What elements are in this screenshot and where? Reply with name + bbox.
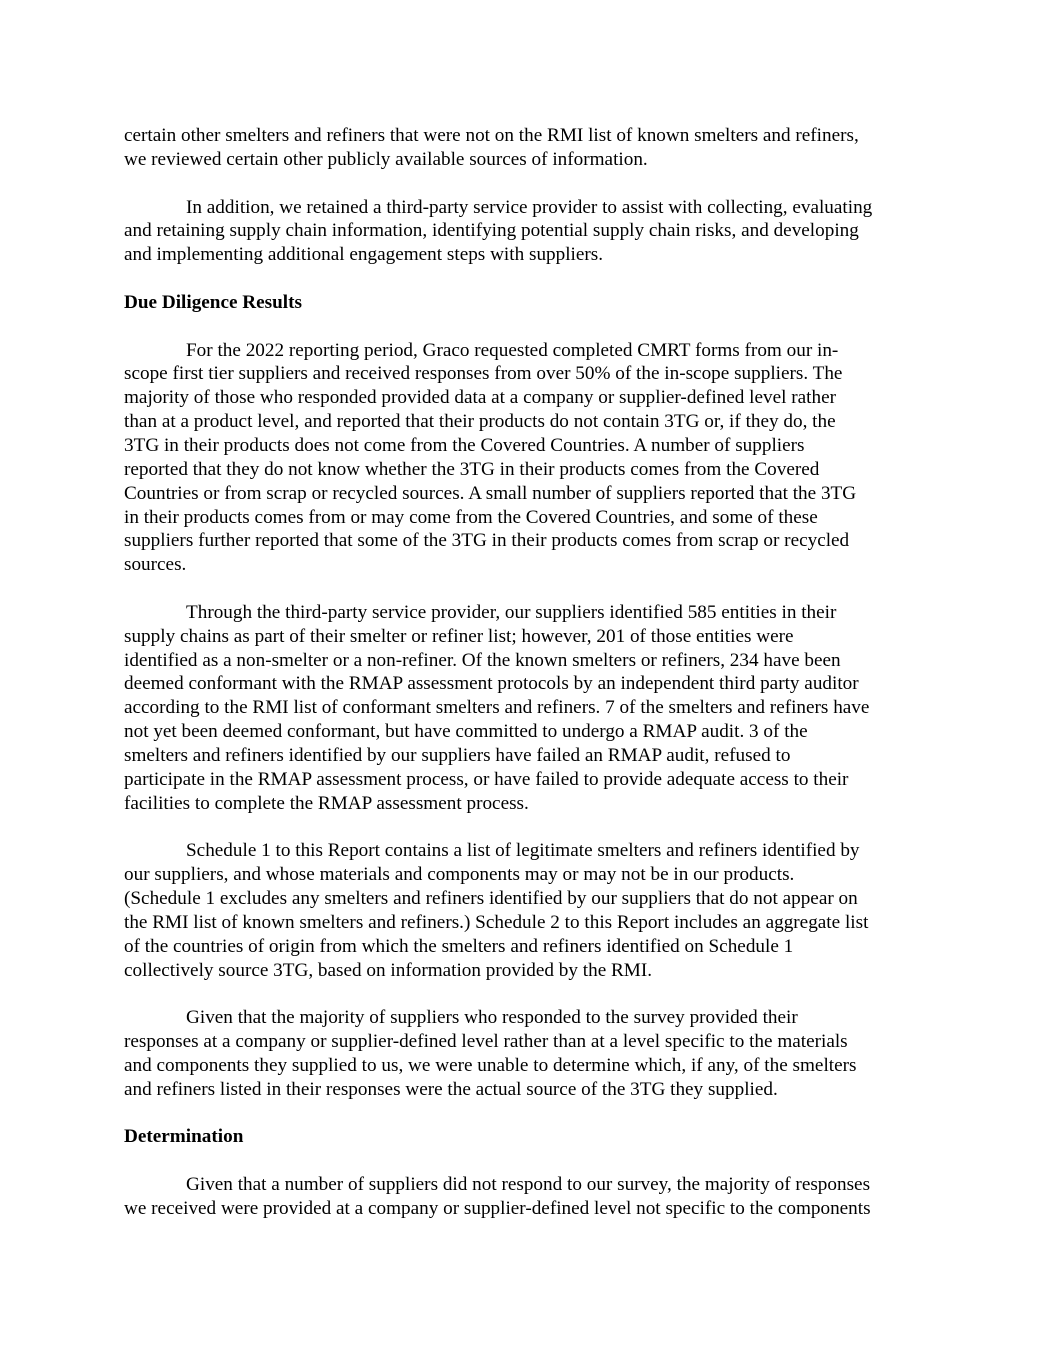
paragraph-determination [124,1173,944,1221]
text-line: 3TG in their products does not come from the Covered Countries. A number of suppliers [124,434,805,456]
text-line: supply chains as part of their smelter or refiner list; however, 201 of those entities were [124,625,794,647]
text-line: For the 2022 reporting period, Graco requested completed CMRT forms from our in- [186,339,839,361]
text-line: smelters and refiners identified by our suppliers have failed an RMAP audit, refused to [124,744,791,766]
text-line: scope first tier suppliers and received responses from over 50% of the in-scope suppliers. The [124,363,843,385]
text-line: Countries or from scrap or recycled sources. A small number of suppliers reported that the 3TG [124,482,857,504]
text-line: and implementing additional engagement steps with suppliers. [124,244,604,266]
text-line: than at a product level, and reported that their products do not contain 3TG or, if they do, the [124,411,836,433]
paragraph-gap [124,1102,944,1126]
paragraph-unable-to-determine [124,1006,944,1101]
paragraph-schedules [124,839,944,982]
paragraph-gap [124,172,944,196]
section-heading-determination: Determination [124,1126,244,1148]
text-line: Given that a number of suppliers did not respond to our survey, the majority of responses [186,1174,871,1196]
text-line: participate in the RMAP assessment process, or have failed to provide adequate access to their [124,768,849,790]
paragraph-third-party-provider [124,196,944,268]
text-line: our suppliers, and whose materials and components may or may not be in our products. [124,864,795,886]
text-line: and components they supplied to us, we were unable to determine which, if any, of the smelters [124,1054,857,1076]
text-line: identified as a non-smelter or a non-refiner. Of the known smelters or refiners, 234 have been [124,649,841,671]
paragraph-gap [124,982,944,1006]
text-line: In addition, we retained a third-party service provider to assist with collecting, evaluating [186,196,873,218]
text-line: and retaining supply chain information, identifying potential supply chain risks, and developing [124,220,859,242]
paragraph-reporting-period [124,339,944,577]
text-line: reported that they do not know whether the 3TG in their products comes from the Covered [124,458,820,480]
text-line: according to the RMI list of conformant smelters and refiners. 7 of the smelters and refiners have [124,697,870,719]
text-line: Given that the majority of suppliers who responded to the survey provided their [186,1007,798,1029]
text-line: not yet been deemed conformant, but have committed to undergo a RMAP audit. 3 of the [124,721,808,743]
text-line: majority of those who responded provided data at a company or supplier-defined level rather [124,387,836,409]
text-line: suppliers further reported that some of the 3TG in their products comes from scrap or recycled [124,530,850,552]
paragraph-smelter-sources [124,124,944,172]
paragraph-smelter-counts [124,601,944,816]
text-line: certain other smelters and refiners that were not on the RMI list of known smelters and refiners, [124,125,859,146]
paragraph-gap [124,577,944,601]
text-line: deemed conformant with the RMAP assessment protocols by an independent third party auditor [124,673,859,695]
text-line: and refiners listed in their responses were the actual source of the 3TG they supplied. [124,1078,778,1100]
text-line: of the countries of origin from which the smelters and refiners identified on Schedule 1 [124,935,794,957]
text-line: the RMI list of known smelters and refiners.) Schedule 2 to this Report includes an aggregate list [124,911,869,933]
paragraph-gap [124,815,944,839]
text-line: we received were provided at a company or supplier-defined level not specific to the components [124,1197,871,1219]
section-heading-due-diligence-results: Due Diligence Results [124,291,302,313]
text-line: sources. [124,554,187,576]
paragraph-gap [124,267,944,291]
text-line: Through the third-party service provider, our suppliers identified 585 entities in their [186,601,837,623]
text-line: we reviewed certain other publicly available sources of information. [124,148,648,170]
text-line: Schedule 1 to this Report contains a list of legitimate smelters and refiners identified by [186,840,860,862]
text-line: (Schedule 1 excludes any smelters and refiners identified by our suppliers that do not appear on [124,888,858,909]
text-line: in their products comes from or may come from the Covered Countries, and some of these [124,506,818,528]
document-page [124,124,944,1221]
text-line: collectively source 3TG, based on information provided by the RMI. [124,959,653,981]
text-line: facilities to complete the RMAP assessment process. [124,792,529,814]
paragraph-gap [124,1149,944,1173]
text-line: responses at a company or supplier-defined level rather than at a level specific to the materials [124,1031,848,1053]
paragraph-gap [124,315,944,339]
